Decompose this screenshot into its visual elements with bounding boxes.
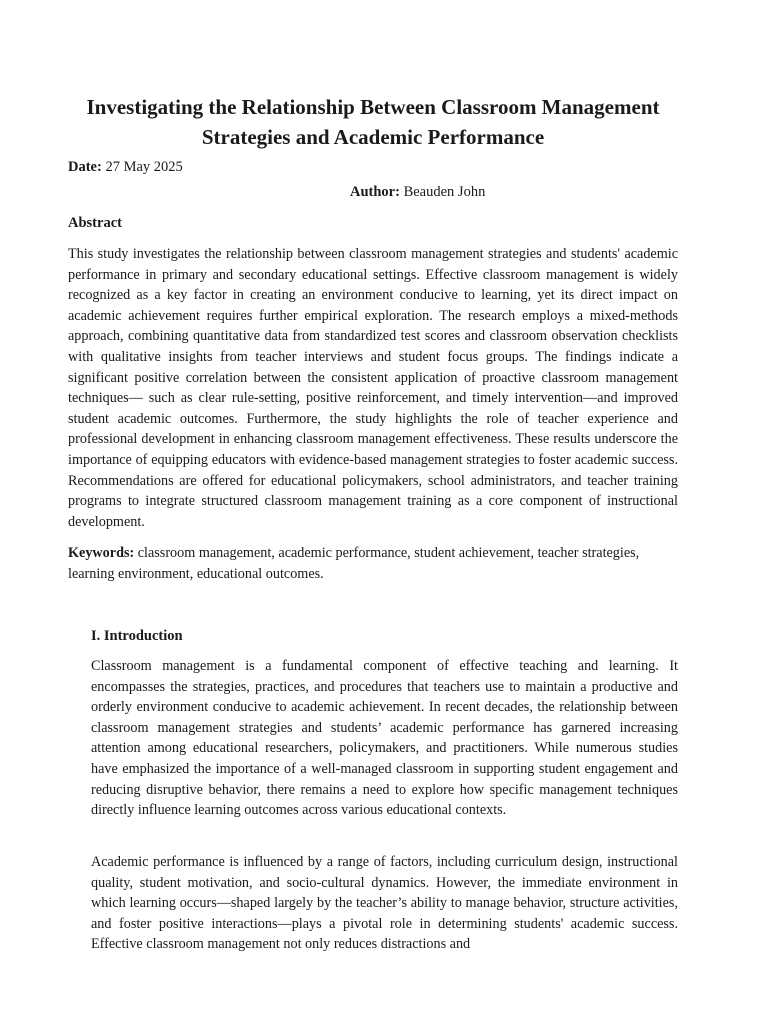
author-name: Beauden John: [403, 184, 486, 200]
author-line: [350, 182, 485, 202]
keywords-line: [68, 543, 678, 584]
date-value: 27 May 2025: [105, 159, 183, 175]
keywords-value: classroom management, academic performance, student achievement, teacher strategies, learning environment, educational outcomes.: [68, 545, 640, 582]
abstract-heading: Abstract: [68, 215, 122, 231]
intro-paragraph-1: Classroom management is a fundamental component of effective teaching and learning. It encompasses the strategies, practices, and procedures that teachers use to maintain a productive and orderly environment conducive to academic achievement. In recent decades, the relationship between classroom management strategies and students’ academic performance has garnered increasing attention among educational researchers, policymakers, and practitioners. While numerous studies have emphasized the importance of a well-managed classroom in supporting student engagement and reducing disruptive behavior, there remains a need to explore how specific management techniques directly influence learning outcomes across various educational contexts.: [91, 658, 678, 819]
keywords-label: Keywords:: [68, 545, 135, 561]
date-label: Date:: [68, 159, 102, 175]
author-label: Author:: [350, 184, 400, 200]
section-heading-introduction: I. Introduction: [91, 628, 183, 644]
abstract-paragraph: This study investigates the relationship between classroom management strategies and students' academic performance in primary and secondary educational settings. Effective classroom management is widely recognized as a key factor in creating an environment conducive to learning, yet its direct impact on academic achievement requires further empirical exploration. The research employs a mixed-methods approach, combining quantitative data from standardized test scores and classroom observation checklists with qualitative insights from teacher interviews and student focus groups. The findings indicate a significant positive correlation between the consistent application of proactive classroom management techniques— such as clear rule-setting, positive reinforcement, and timely intervention—and improved student academic outcomes. Furthermore, the study highlights the role of teacher experience and professional development in enhancing classroom management effectiveness. These results underscore the importance of equipping educators with evidence-based management strategies to foster academic success. Recommendations are offered for educational policymakers, school administrators, and teacher training programs to integrate structured classroom management training as a core component of instructional development.: [68, 246, 678, 530]
intro-paragraph-2: Academic performance is influenced by a range of factors, including curriculum design, instructional quality, student motivation, and socio-cultural dynamics. However, the immediate environment in which learning occurs—shaped largely by the teacher’s ability to manage behavior, structure activities, and foster positive interactions—plays a pivotal role in determining students' academic success. Effective classroom management not only reduces distractions and: [91, 854, 678, 953]
paper-title: Investigating the Relationship Between Classroom Management Strategies and Academic Performance: [86, 95, 660, 149]
date-line: [68, 157, 183, 177]
